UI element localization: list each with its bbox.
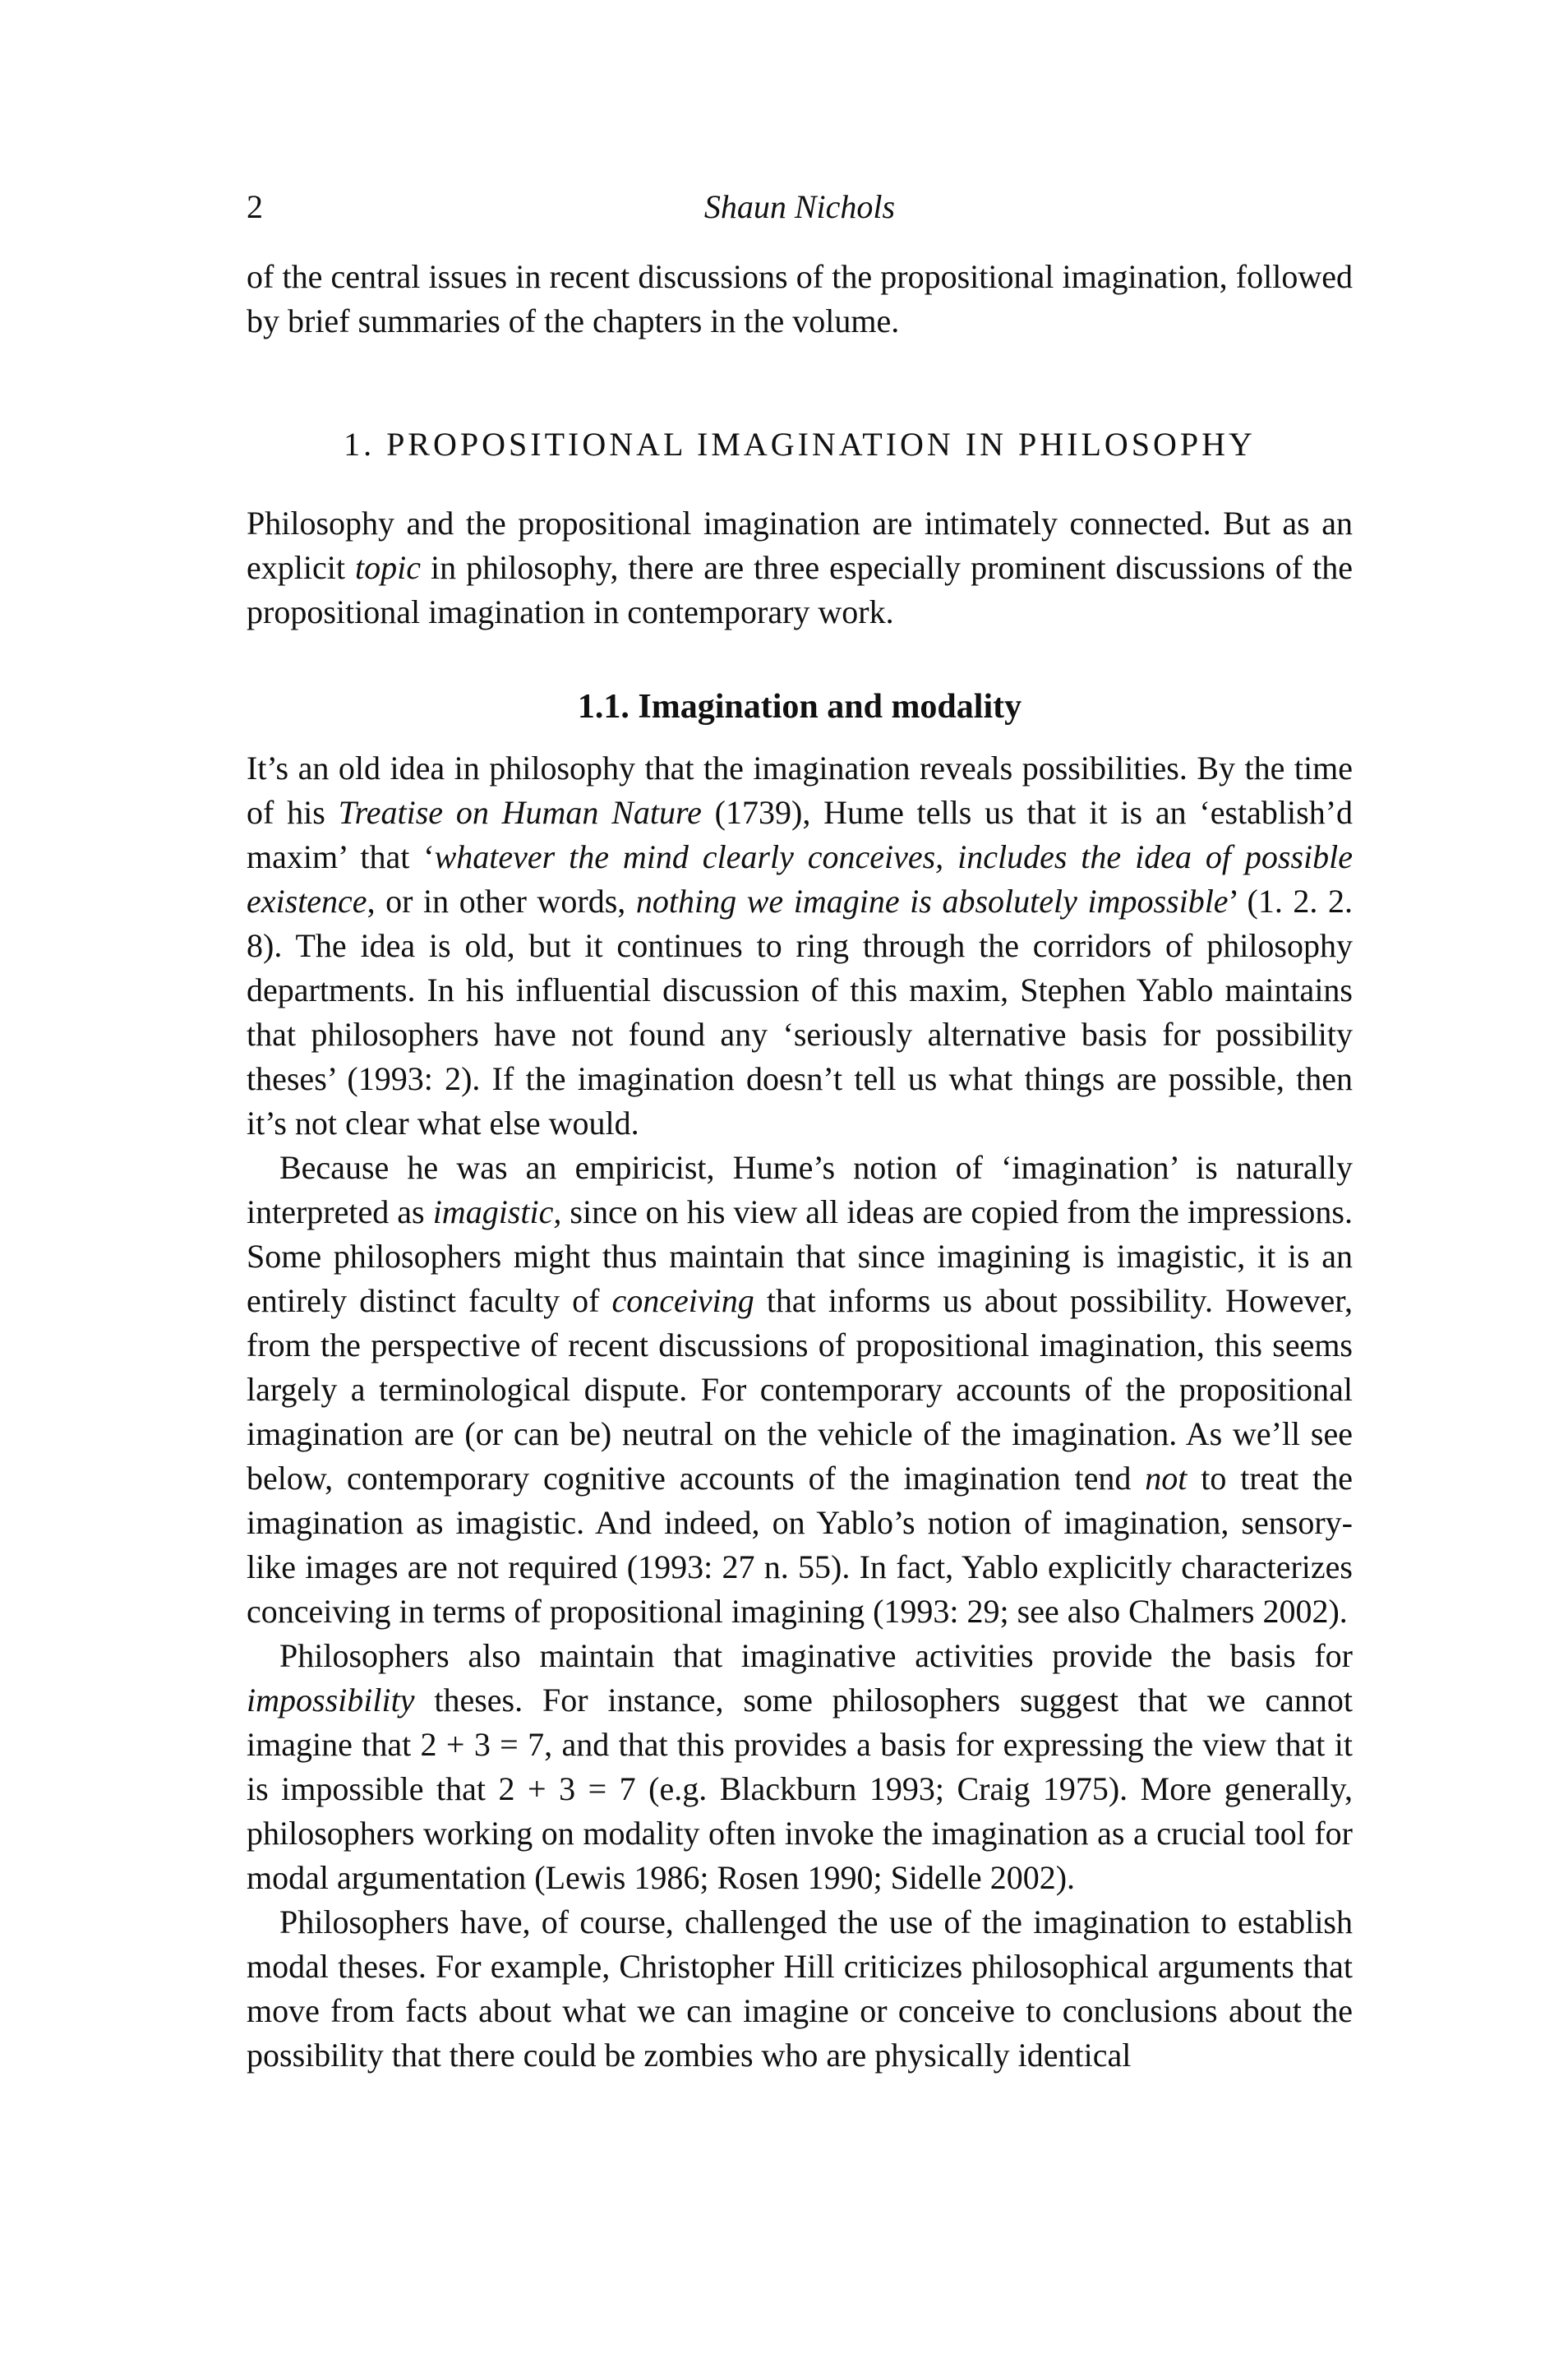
book-title: Treatise on Human Nature: [338, 794, 702, 831]
text-run: Because he was an empiricist, Hume’s notion of ‘imagination’ is naturally interpreted as: [247, 1149, 1353, 1230]
emphasis-not: not: [1145, 1460, 1188, 1497]
text-run: that informs us about possibility. However, from the perspective of recent discussions of propositional imagination, this seems largely a terminological dispute. For contemporary accounts of the propositional imagination are (or can be) neutral on the vehicle of the imagination. As we’ll see below, contemporary cognitive accounts of the imagination tend: [247, 1282, 1353, 1497]
running-head: [247, 182, 1353, 232]
section-heading: 1. PROPOSITIONAL IMAGINATION IN PHILOSOPHY: [344, 426, 1256, 463]
text-run: (1739), Hume tells us that it is an ‘establish’d maxim’ that ‘: [247, 794, 1354, 875]
text-run: ’ (1. 2. 2. 8). The idea is old, but it continues to ring through the corridors of philosophy departments. In his influential discussion of this maxim, Stephen Yablo maintains that philosophers have not found any ‘seriously alternative basis for possibility theses’ (1993: 2). If the imagination doesn’t tell us what things are possible, then it’s not clear what else would.: [247, 883, 1353, 1142]
intro-paragraph: [247, 255, 1353, 344]
subsection-body: [247, 746, 1353, 2078]
quotation-italic: nothing we imagine is absolutely impossible: [635, 883, 1229, 920]
section-paragraph-text: [247, 501, 1353, 634]
emphasis-imagistic: imagistic,: [432, 1193, 562, 1230]
paragraph-1: [247, 746, 1353, 1146]
text-run: theses. For instance, some philosophers suggest that we cannot imagine that 2 + 3 = 7, and that this provides a basis for expressing the view that it is impossible that 2 + 3 = 7 (e.g. Blackburn 1993; Craig 1975). More generally, philosophers working on modality often invoke the imagination as a crucial tool for modal argumentation (Lewis 1986; Rosen 1990; Sidelle 2002).: [247, 1682, 1353, 1896]
emphasis-topic: topic: [354, 549, 421, 586]
text-run: since on his view all ideas are copied from the impressions. Some philosophers might thus maintain that since imagining is imagistic, it is an entirely distinct faculty of: [247, 1193, 1353, 1319]
page-number: 2: [247, 188, 263, 225]
emphasis-conceiving: conceiving: [611, 1282, 754, 1319]
text-run: Philosophy and the propositional imagination are intimately connected. But as an explicit: [247, 505, 1353, 586]
subsection-heading: 1.1. Imagination and modality: [577, 688, 1022, 726]
running-head-author: Shaun Nichols: [703, 188, 896, 225]
intro-text: of the central issues in recent discussions of the propositional imagination, followed by brief summaries of the chapters in the volume.: [247, 258, 1353, 339]
text-run: It’s an old idea in philosophy that the imagination reveals possibilities. By the time of his: [247, 750, 1353, 831]
quotation-italic: whatever the mind clearly conceives, includes the idea of possible existence: [247, 838, 1353, 920]
emphasis-impossibility: impossibility: [247, 1682, 415, 1719]
text-run: to treat the imagination as imagistic. And indeed, on Yablo’s notion of imagination, sensory-like images are not required (1993: 27 n. 55). In fact, Yablo explicitly characterizes conceiving in terms of propositional imagining (1993: 29; see also Chalmers 2002).: [247, 1460, 1353, 1630]
text-run: in philosophy, there are three especially prominent discussions of the propositional imagination in contemporary work.: [247, 549, 1353, 630]
text-run: Philosophers also maintain that imaginative activities provide the basis for: [279, 1637, 1353, 1674]
text-run: , or in other words,: [367, 883, 636, 920]
paragraph-3: [247, 1634, 1353, 1900]
paragraph-2: [247, 1146, 1353, 1634]
section-paragraph: [247, 501, 1353, 634]
paragraph-4: Philosophers have, of course, challenged the use of the imagination to establish modal theses. For example, Christopher Hill criticizes philosophical arguments that move from facts about what we can imagine or conceive to conclusions about the possibility that there could be zombies who are physically identical: [247, 1903, 1353, 2074]
